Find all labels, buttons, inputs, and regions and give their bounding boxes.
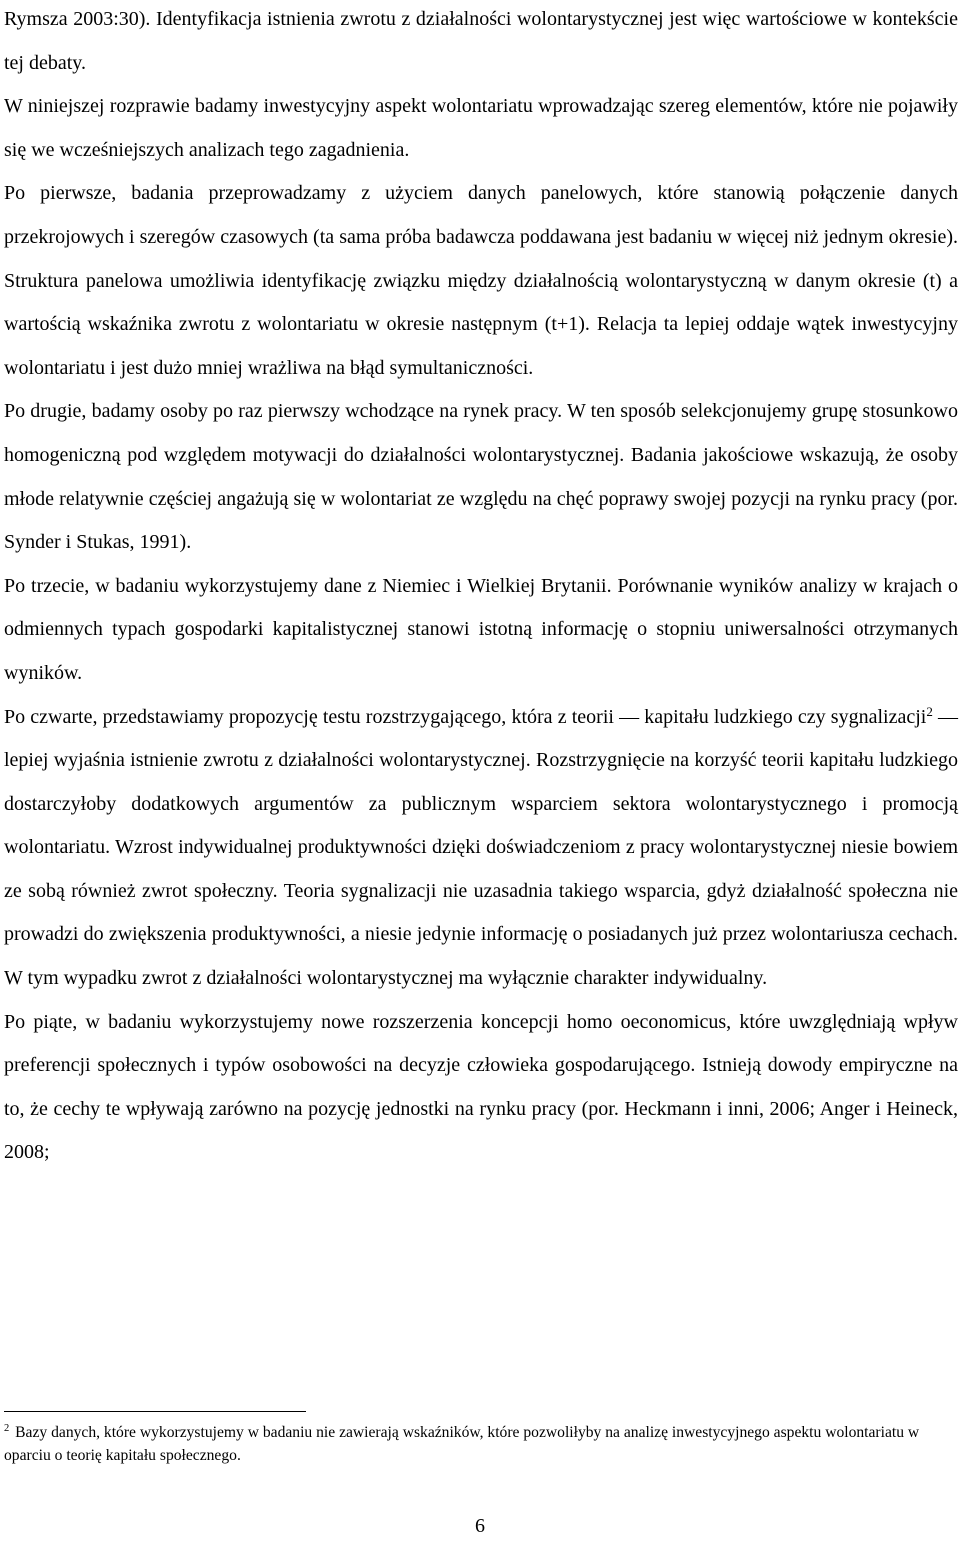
footnote-separator xyxy=(4,1411,306,1412)
paragraph-text-before-ref: Po czwarte, przedstawiamy propozycję testu rozstrzygającego, która z teorii — kapitału ludzkiego czy sygnalizacji xyxy=(4,705,927,728)
body-text xyxy=(4,0,958,1175)
paragraph-with-footnote-ref xyxy=(4,696,958,1001)
footnote-text: Bazy danych, które wykorzystujemy w badaniu nie zawierają wskaźników, które pozwoliłyby na analizę inwestycyjnego aspektu wolontariatu w oparciu o teorię kapitału społecznego. xyxy=(4,1424,920,1464)
document-page xyxy=(4,0,958,1175)
footnote-reference[interactable]: 2 xyxy=(926,703,933,719)
footnote xyxy=(4,1421,944,1467)
paragraph: Po piąte, w badaniu wykorzystujemy nowe rozszerzenia koncepcji homo oeconomicus, które uwzględniają wpływ preferencji społecznych i typów osobowości na decyzje człowieka gospodarującego. Istnieją dowody empiryczne na to, że cechy te wpływają zarówno na pozycję jednostki na rynku pracy (por. Heckmann i inni, 2006; Anger i Heineck, 2008; xyxy=(4,1010,958,1164)
paragraph: Rymsza 2003:30). Identyfikacja istnienia zwrotu z działalności wolontarystycznej jest więc wartościowe w kontekście tej debaty. xyxy=(4,8,958,74)
paragraph: Po drugie, badamy osoby po raz pierwszy wchodzące na rynek pracy. W ten sposób selekcjonujemy grupę stosunkowo homogeniczną pod względem motywacji do działalności wolontarystycznej. Badania jakościowe wskazują, że osoby młode relatywnie częściej angażują się w wolontariat ze względu na chęć poprawy swojej pozycji na rynku pracy (por. Synder i Stukas, 1991). xyxy=(4,400,958,554)
paragraph-text-after-ref: — lepiej wyjaśnia istnienie zwrotu z działalności wolontarystycznej. Rozstrzygnięcie na korzyść teorii kapitału ludzkiego dostarczyłoby dodatkowych argumentów za publicznym wsparciem sektora wolontarystycznego i promocją wolontariatu. Wzrost indywidualnej produktywności dzięki doświadczeniom z pracy wolontarystycznej niesie bowiem ze sobą również zwrot społeczny. Teoria sygnalizacji nie uzasadnia takiego wsparcia, gdyż działalność społeczna nie prowadzi do zwiększenia produktywności, a niesie jedynie informację o posiadanych już przez wolontariusza cechach. W tym wypadku zwrot z działalności wolontarystycznej ma wyłącznie charakter indywidualny. xyxy=(4,705,958,990)
footnote-marker: 2 xyxy=(4,1423,10,1434)
paragraph: Po trzecie, w badaniu wykorzystujemy dane z Niemiec i Wielkiej Brytanii. Porównanie wyników analizy w krajach o odmiennych typach gospodarki kapitalistycznej stanowi istotną informację o stopniu uniwersalności otrzymanych wyników. xyxy=(4,574,958,684)
page-number: 6 xyxy=(475,1515,485,1537)
paragraph: Po pierwsze, badania przeprowadzamy z użyciem danych panelowych, które stanowią połączenie danych przekrojowych i szeregów czasowych (ta sama próba badawcza poddawana jest badaniu w więcej niż jednym okresie). Struktura panelowa umożliwia identyfikację związku między działalnością wolontarystyczną w danym okresie (t) a wartością wskaźnika zwrotu z wolontariatu w okresie następnym (t+1). Relacja ta lepiej oddaje wątek inwestycyjny wolontariatu i jest dużo mniej wrażliwa na błąd symultaniczności. xyxy=(4,182,958,379)
paragraph: W niniejszej rozprawie badamy inwestycyjny aspekt wolontariatu wprowadzając szereg elementów, które nie pojawiły się we wcześniejszych analizach tego zagadnienia. xyxy=(4,95,958,161)
